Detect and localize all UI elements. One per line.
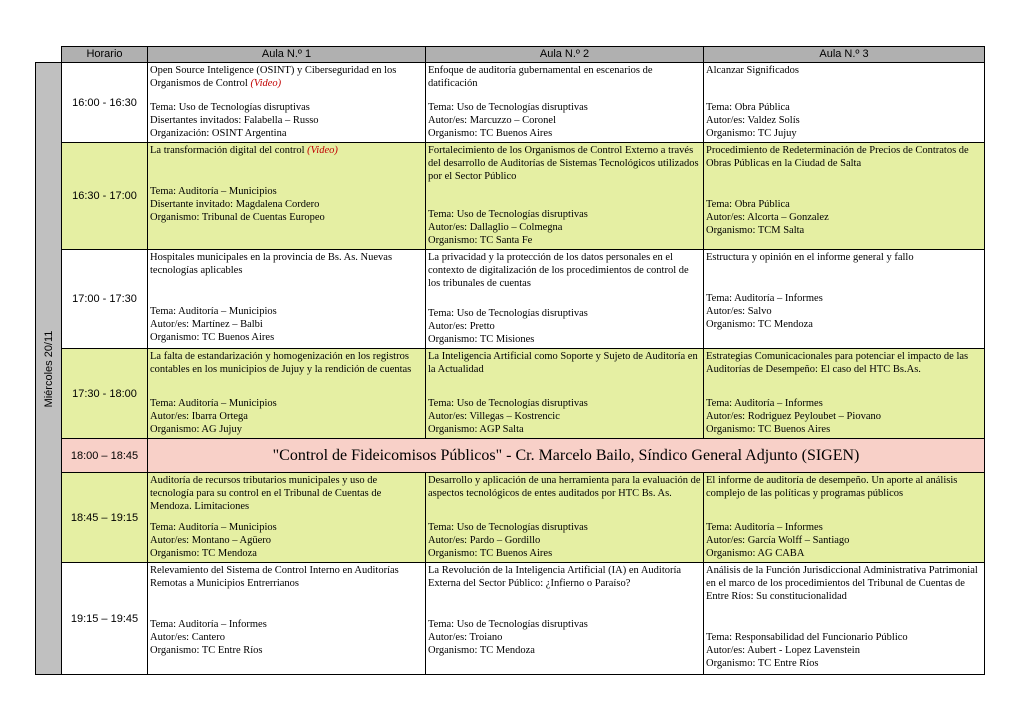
session-tema: Tema: Uso de Tecnologías disruptivas: [428, 209, 588, 220]
schedule-row: [36, 63, 985, 143]
spacer: [428, 500, 701, 521]
session-autores: Autor/es: Rodriguez Peyloubet – Piovano: [706, 411, 881, 422]
session-tema: Tema: Obra Pública: [706, 199, 790, 210]
session-title: [428, 564, 701, 590]
session-tema: Tema: Auditoría – Informes: [706, 398, 823, 409]
session-autores: Autor/es: Pardo – Gordillo: [428, 535, 541, 546]
session-cell-aula-2: [426, 250, 704, 349]
corner-cell: [36, 47, 62, 63]
session-cell-aula-2: [426, 473, 704, 563]
session-org: Organismo: AG CABA: [706, 548, 805, 559]
time-slot: 17:30 - 18:00: [62, 349, 148, 439]
session-cell-aula-2: [426, 63, 704, 143]
session-org: Organismo: TC Buenos Aires: [428, 128, 553, 139]
session-cell-aula-3: [704, 143, 985, 250]
session-autores: Disertantes invitados: Falabella – Russo: [150, 115, 319, 126]
session-autores: Autor/es: Troiano: [428, 632, 503, 643]
session-title: [706, 251, 982, 264]
session-org: Organismo: AG Jujuy: [150, 424, 242, 435]
session-org: Organismo: Tribunal de Cuentas Europeo: [150, 212, 325, 223]
header-horario: Horario: [62, 47, 148, 63]
session-title: [150, 564, 423, 590]
time-slot: 17:00 - 17:30: [62, 250, 148, 349]
session-autores: Autor/es: García Wolff – Santiago: [706, 535, 850, 546]
session-title-text: Alcanzar Significados: [706, 65, 800, 76]
spacer: [428, 90, 701, 101]
session-cell-aula-1: [148, 349, 426, 439]
session-title: [706, 564, 982, 603]
session-title: [150, 144, 423, 157]
session-cell-aula-1: [148, 63, 426, 143]
session-autores: Autor/es: Pretto: [428, 321, 495, 332]
spacer: [706, 376, 982, 397]
spacer: [706, 603, 982, 631]
header-row: [36, 47, 985, 63]
session-tema: Tema: Uso de Tecnologías disruptivas: [428, 308, 588, 319]
session-org: Organismo: TC Misiones: [428, 334, 535, 345]
session-autores: Autor/es: Marcuzzo – Coronel: [428, 115, 557, 126]
session-title-text: Enfoque de auditoría gubernamental en escenarios de datificación: [428, 65, 653, 89]
session-title: [150, 474, 423, 513]
session-tema: Tema: Uso de Tecnologías disruptivas: [428, 398, 588, 409]
session-title: [150, 251, 423, 277]
session-tema: Tema: Uso de Tecnologías disruptivas: [428, 102, 588, 113]
session-title-text: La transformación digital del control: [150, 145, 305, 156]
spacer: [150, 590, 423, 618]
schedule-row: [36, 473, 985, 563]
session-org: Organismo: TC Buenos Aires: [150, 332, 275, 343]
plenary-talk: "Control de Fideicomisos Públicos" - Cr. Marcelo Bailo, Síndico General Adjunto (SIGEN): [148, 439, 985, 473]
session-autores: Autor/es: Salvo: [706, 306, 772, 317]
session-cell-aula-2: [426, 563, 704, 675]
day-label: Miércoles 20/11: [42, 330, 55, 407]
session-org: Organismo: AGP Salta: [428, 424, 524, 435]
spacer: [428, 376, 701, 397]
session-title: [706, 350, 982, 376]
session-title-text: Hospitales municipales en la provincia de Bs. As. Nuevas tecnologías aplicables: [150, 252, 393, 276]
session-tema: Tema: Auditoría – Municipios: [150, 306, 277, 317]
session-title-text: Análisis de la Función Jurisdiccional Administrativa Patrimonial en el marco de los procedimientos del Tribunal de Cuentas de Entre Ríos: Su constitucionalidad: [706, 565, 978, 602]
session-title: [706, 64, 982, 77]
session-cell-aula-3: [704, 473, 985, 563]
schedule-row: [36, 563, 985, 675]
schedule-row: [36, 250, 985, 349]
session-title-text: Relevamiento del Sistema de Control Interno en Auditorías Remotas a Municipios Entrerrianos: [150, 565, 399, 589]
spacer: [150, 157, 423, 185]
time-slot: 16:30 - 17:00: [62, 143, 148, 250]
session-autores: Autor/es: Cantero: [150, 632, 225, 643]
session-autores: Autor/es: Montano – Agüero: [150, 535, 272, 546]
session-org: Organismo: TC Buenos Aires: [706, 424, 831, 435]
session-cell-aula-3: [704, 563, 985, 675]
schedule-row: [36, 349, 985, 439]
session-title-text: La privacidad y la protección de los datos personales en el contexto de digitalización de los procedimientos de control de los tribunales de cuentas: [428, 252, 689, 289]
session-org: Organismo: TC Mendoza: [428, 645, 535, 656]
session-tema: Tema: Auditoría – Informes: [706, 522, 823, 533]
video-link[interactable]: (Video): [250, 78, 282, 89]
spacer: [150, 90, 423, 101]
session-title: [706, 474, 982, 500]
session-cell-aula-3: [704, 349, 985, 439]
session-tema: Tema: Auditoría – Informes: [706, 293, 823, 304]
header-aula-3: Aula N.º 3: [704, 47, 985, 63]
session-cell-aula-3: [704, 250, 985, 349]
session-title: [150, 350, 423, 376]
session-org: Organismo: TC Santa Fe: [428, 235, 533, 246]
schedule-table: [35, 46, 985, 675]
spacer: [150, 376, 423, 397]
session-title-text: La falta de estandarización y homogenización en los registros contables en los municipios de Jujuy y la rendición de cuentas: [150, 351, 412, 375]
session-title-text: La Inteligencia Artificial como Soporte y Sujeto de Auditoría en la Actualidad: [428, 351, 698, 375]
spacer: [428, 290, 701, 307]
session-title: [150, 64, 423, 90]
spacer: [706, 77, 982, 101]
session-title: [428, 64, 701, 90]
session-tema: Tema: Uso de Tecnologías disruptivas: [428, 619, 588, 630]
session-title-text: La Revolución de la Inteligencia Artificial (IA) en Auditoría Externa del Sector Público: ¿Infierno o Paraíso?: [428, 565, 682, 589]
session-autores: Autor/es: Valdez Solís: [706, 115, 800, 126]
session-tema: Tema: Auditoría – Informes: [150, 619, 267, 630]
session-title-text: Open Source Inteligence (OSINT) y Ciberseguridad en los Organismos de Control: [150, 65, 397, 89]
session-tema: Tema: Auditoría – Municipios: [150, 186, 277, 197]
spacer: [706, 170, 982, 198]
session-title: [706, 144, 982, 170]
session-autores: Autor/es: Dallaglio – Colmegna: [428, 222, 563, 233]
session-cell-aula-1: [148, 250, 426, 349]
spacer: [150, 513, 423, 521]
session-tema: Tema: Uso de Tecnologías disruptivas: [428, 522, 588, 533]
session-cell-aula-1: [148, 143, 426, 250]
session-title-text: Auditoría de recursos tributarios municipales y uso de tecnología para su control en el Tribunal de Cuentas de Mendoza. Limitaciones: [150, 475, 382, 512]
session-cell-aula-1: [148, 473, 426, 563]
session-title-text: Desarrollo y aplicación de una herramienta para la evaluación de aspectos tecnológicos de entes auditados por HTC Bs. As.: [428, 475, 701, 499]
session-autores: Autor/es: Martínez – Balbi: [150, 319, 263, 330]
spacer: [706, 264, 982, 292]
session-title: [428, 144, 701, 183]
session-autores: Autor/es: Ibarra Ortega: [150, 411, 248, 422]
session-cell-aula-3: [704, 63, 985, 143]
time-slot: 18:45 – 19:15: [62, 473, 148, 563]
spacer: [150, 277, 423, 305]
session-org: Organismo: TC Entre Ríos: [150, 645, 263, 656]
session-title-text: El informe de auditoría de desempeño. Un aporte al análisis complejo de las políticas y programas públicos: [706, 475, 958, 499]
session-title-text: Estrategias Comunicacionales para potenciar el impacto de las Auditorías de Desempeño: El caso del HTC Bs.As.: [706, 351, 969, 375]
session-title: [428, 251, 701, 290]
session-org: Organismo: TC Jujuy: [706, 128, 797, 139]
schedule-row: [36, 143, 985, 250]
session-title-text: Procedimiento de Redeterminación de Precios de Contratos de Obras Públicas en la Ciudad de Salta: [706, 145, 969, 169]
session-autores: Autor/es: Alcorta – Gonzalez: [706, 212, 829, 223]
schedule-row: [36, 439, 985, 473]
session-autores: Autor/es: Aubert - Lopez Lavenstein: [706, 645, 860, 656]
session-cell-aula-2: [426, 143, 704, 250]
session-cell-aula-2: [426, 349, 704, 439]
spacer: [706, 500, 982, 521]
header-aula-1: Aula N.º 1: [148, 47, 426, 63]
spacer: [428, 183, 701, 208]
session-title-text: Estructura y opinión en el informe general y fallo: [706, 252, 914, 263]
time-slot: 16:00 - 16:30: [62, 63, 148, 143]
session-tema: Tema: Auditoría – Municipios: [150, 398, 277, 409]
session-org: Organismo: TC Entre Ríos: [706, 658, 819, 669]
session-cell-aula-1: [148, 563, 426, 675]
session-title: [428, 350, 701, 376]
session-tema: Tema: Uso de Tecnologías disruptivas: [150, 102, 310, 113]
session-title: [428, 474, 701, 500]
day-cell: [36, 63, 62, 675]
session-org: Organismo: TC Buenos Aires: [428, 548, 553, 559]
spacer: [428, 590, 701, 618]
time-slot: 18:00 – 18:45: [62, 439, 148, 473]
session-tema: Tema: Auditoría – Municipios: [150, 522, 277, 533]
session-tema: Tema: Responsabilidad del Funcionario Público: [706, 632, 908, 643]
session-autores: Disertante invitado: Magdalena Cordero: [150, 199, 320, 210]
session-tema: Tema: Obra Pública: [706, 102, 790, 113]
session-org: Organismo: TC Mendoza: [150, 548, 257, 559]
session-autores: Autor/es: Villegas – Kostrencic: [428, 411, 560, 422]
video-link[interactable]: (Video): [307, 145, 338, 156]
time-slot: 19:15 – 19:45: [62, 563, 148, 675]
session-org: Organismo: TCM Salta: [706, 225, 805, 236]
header-aula-2: Aula N.º 2: [426, 47, 704, 63]
session-org: Organismo: TC Mendoza: [706, 319, 813, 330]
session-org: Organización: OSINT Argentina: [150, 128, 287, 139]
session-title-text: Fortalecimiento de los Organismos de Control Externo a través del desarrollo de Auditorías de Sistemas Tecnológicos utilizados por el Sector Público: [428, 145, 699, 182]
